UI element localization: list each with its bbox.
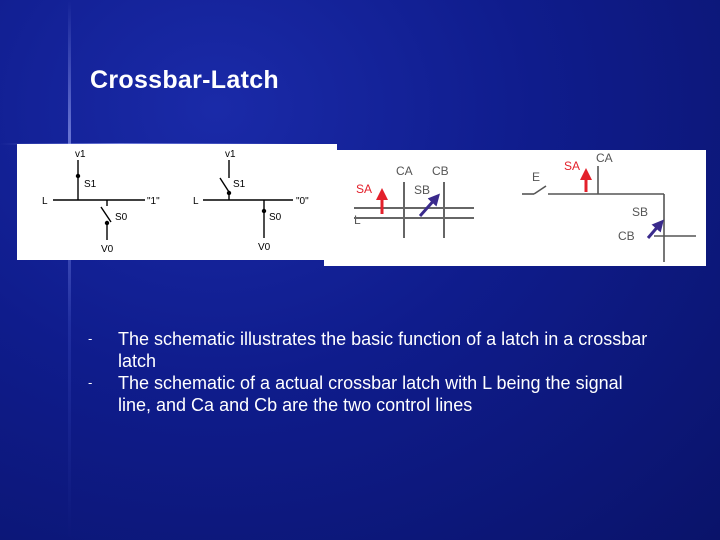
open-switch [101, 207, 111, 222]
bottom-switch-label: S0 [115, 212, 128, 223]
bottom-source-label: V0 [258, 242, 271, 253]
switch-a-label: SA [564, 159, 581, 173]
control-a-label: CA [596, 151, 613, 165]
top-switch-label: S1 [84, 179, 97, 190]
bullet-text: The schematic of a actual crossbar latch with L being the signal line, and Ca and Cb are the two control lines [118, 373, 623, 415]
enable-switch [534, 186, 546, 194]
control-b-label: CB [618, 229, 635, 243]
crossbar-latch-schematic [324, 150, 706, 266]
bottom-source-label: V0 [101, 244, 114, 255]
switch-contact [76, 174, 80, 178]
slide-title: Crossbar-Latch [90, 66, 279, 94]
output-label: "0" [296, 196, 309, 207]
switch-contact [262, 209, 266, 213]
line-label: L [42, 196, 48, 207]
bottom-switch-label: S0 [269, 212, 282, 223]
output-label: "1" [147, 196, 160, 207]
accent-vertical-line [68, 0, 71, 540]
bullet-list [88, 328, 648, 416]
top-source-label: v1 [75, 149, 86, 160]
top-switch-label: S1 [233, 179, 246, 190]
latch-circuit-1 [42, 149, 160, 255]
control-b-label: CB [432, 164, 449, 178]
line-label: L [193, 196, 199, 207]
open-switch [220, 178, 229, 192]
latch-circuit-2 [193, 149, 309, 253]
crossbar-array [354, 164, 474, 238]
basic-latch-schematic [17, 144, 337, 260]
bullet-item [88, 328, 648, 372]
enable-label: E [532, 170, 541, 184]
line-label: L [354, 213, 361, 227]
bullet-text: The schematic illustrates the basic function of a latch in a crossbar latch [118, 329, 648, 371]
switch-b-label: SB [632, 205, 649, 219]
control-a-label: CA [396, 164, 413, 178]
bullet-marker: - [88, 375, 93, 390]
switch-a-label: SA [356, 182, 373, 196]
bullet-marker: - [88, 331, 93, 346]
switch-b-label: SB [414, 183, 431, 197]
bullet-item [88, 372, 648, 416]
top-source-label: v1 [225, 149, 236, 160]
latch-equivalent [522, 151, 696, 262]
